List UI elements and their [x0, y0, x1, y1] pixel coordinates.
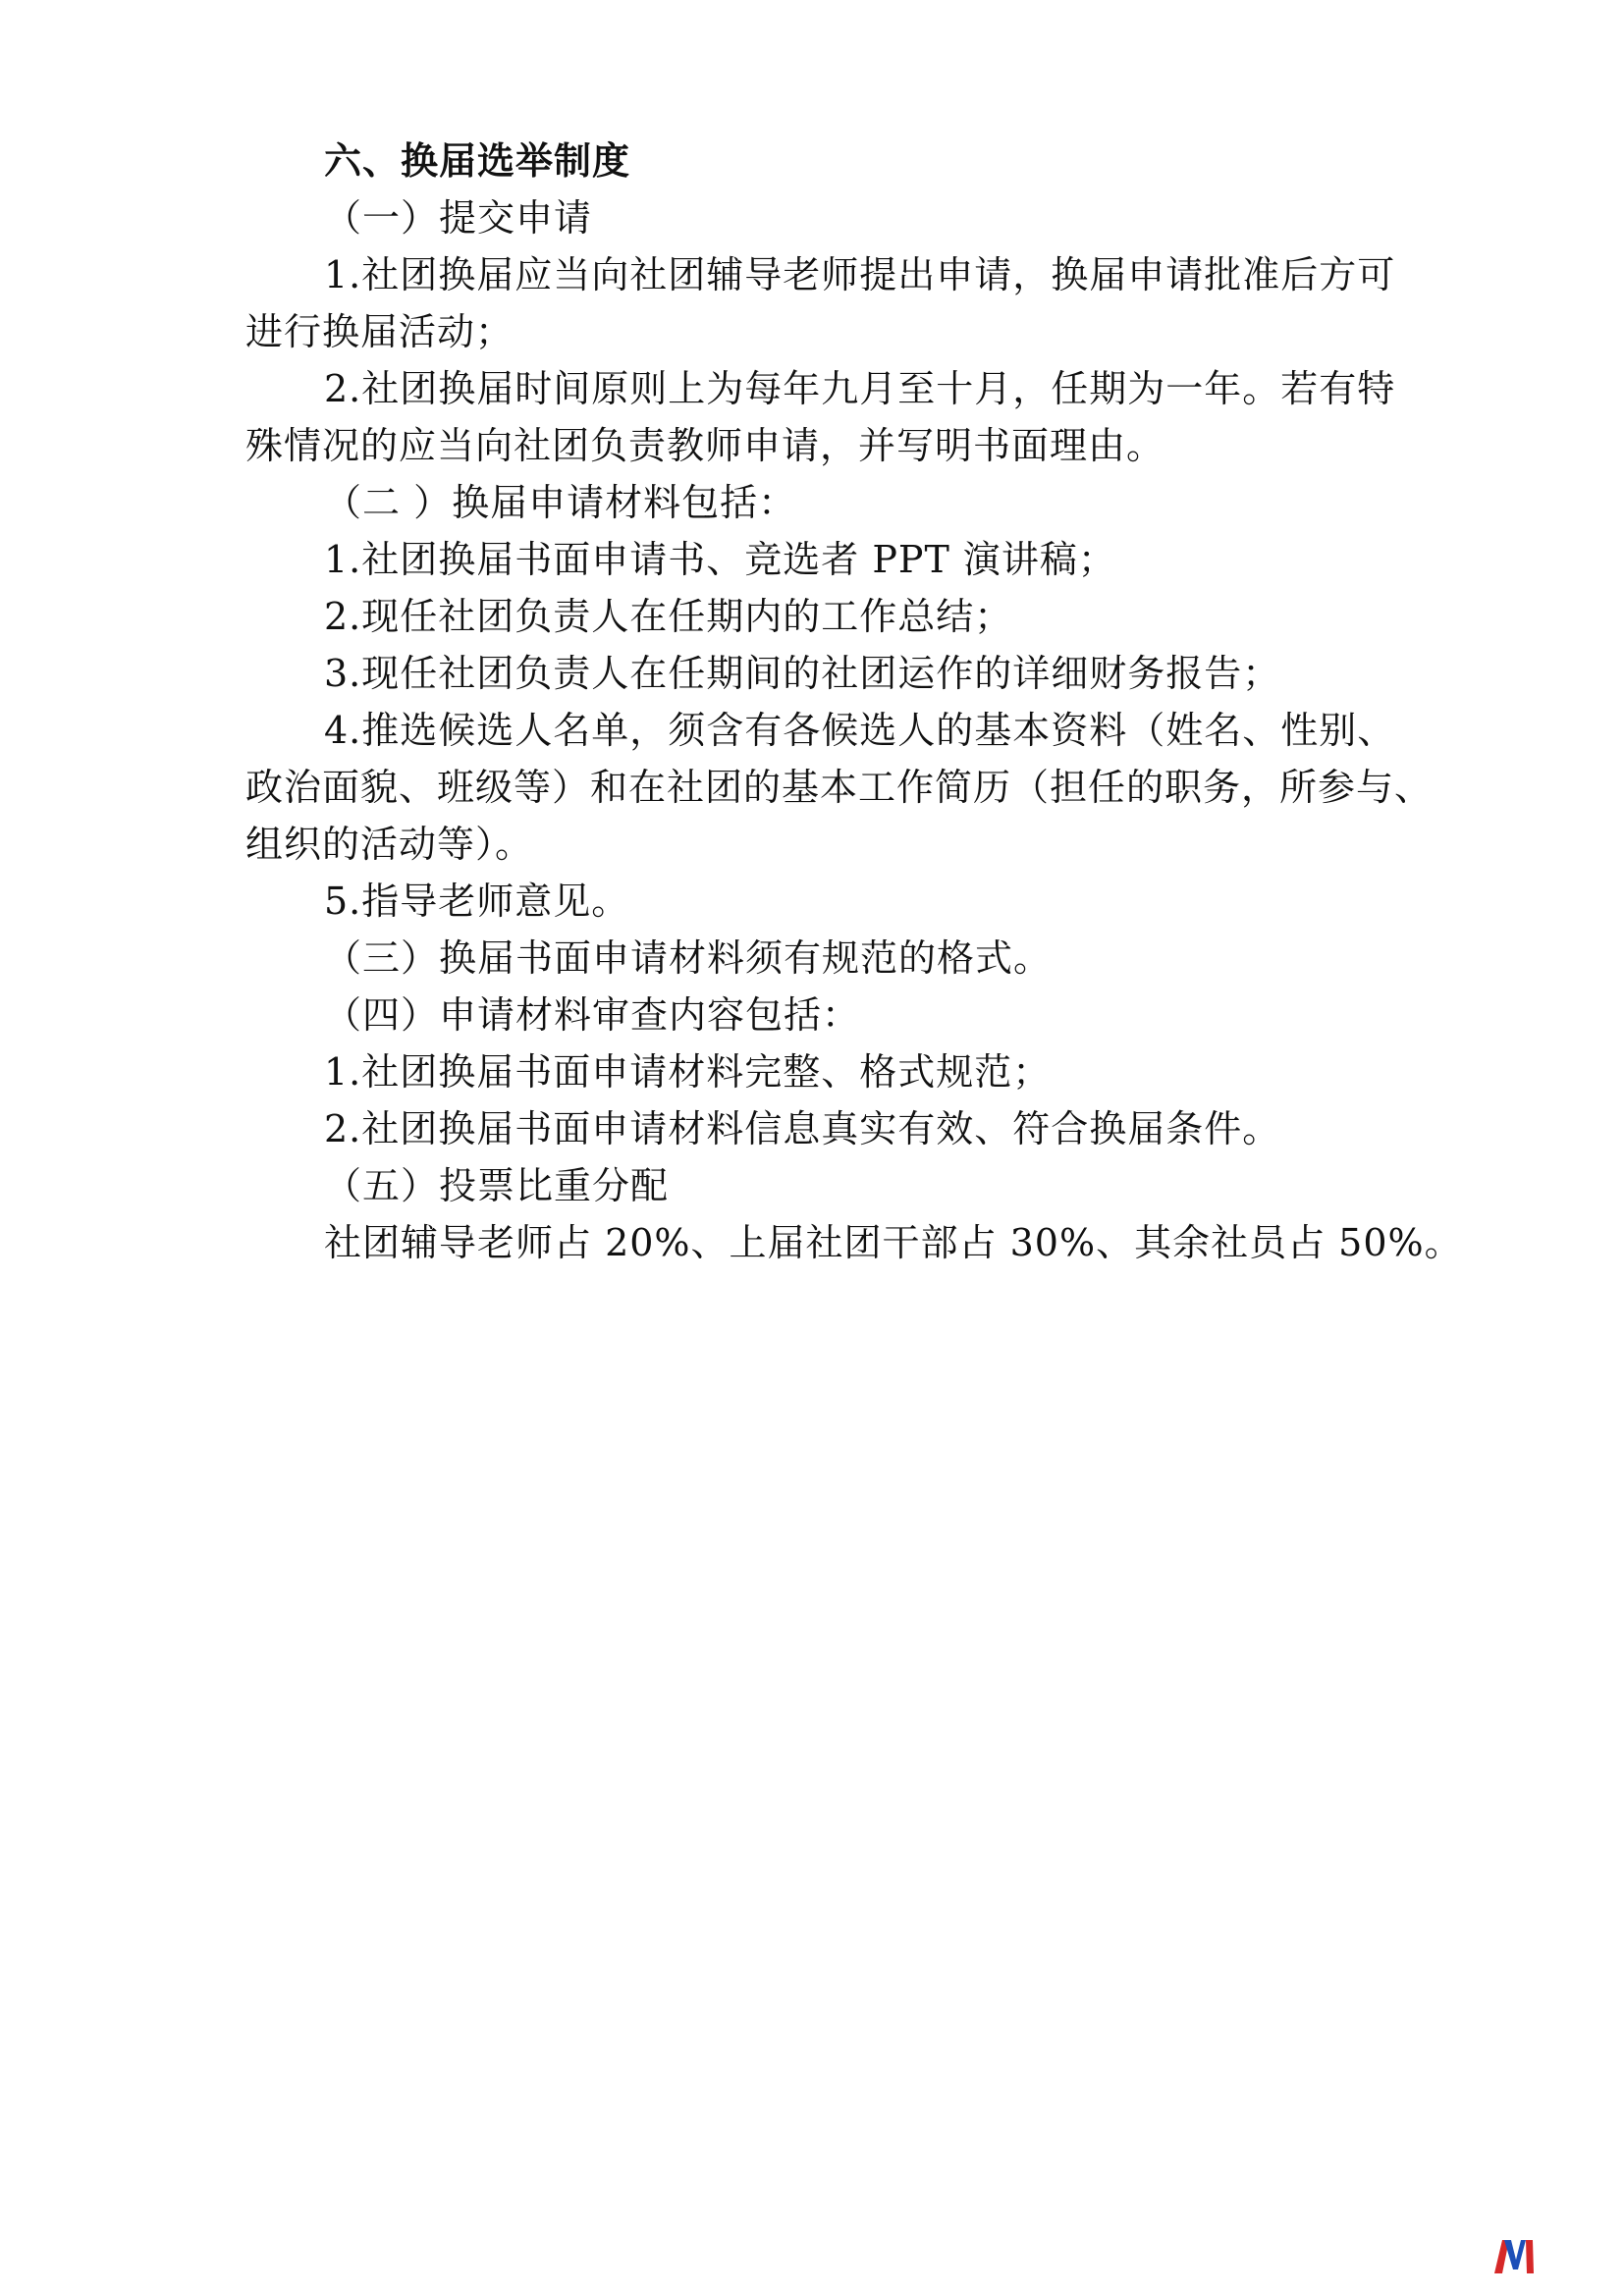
- m-logo-icon: [1492, 2236, 1536, 2275]
- sub2-item4-line1: 4.推选候选人名单，须含有各候选人的基本资料（姓名、性别、: [324, 709, 1396, 752]
- sub5-text: 社团辅导老师占 20%、上届社团干部占 30%、其余社员占 50%。: [324, 1221, 1463, 1264]
- sub1-title: （一）提交申请: [324, 196, 593, 240]
- sub2-item4-line2: 政治面貌、班级等）和在社团的基本工作简历（担任的职务，所参与、: [245, 766, 1434, 809]
- sub1-item1-line1: 1.社团换届应当向社团辅导老师提出申请，换届申请批准后方可: [324, 253, 1396, 296]
- sub2-item5: 5.指导老师意见。: [324, 880, 630, 923]
- sub3-title: （三）换届书面申请材料须有规范的格式。: [324, 936, 1053, 980]
- sub1-item1-line2: 进行换届活动；: [245, 310, 514, 353]
- sub2-title: （二 ）换届申请材料包括：: [324, 481, 797, 524]
- sub2-item4-line3: 组织的活动等）。: [245, 823, 534, 866]
- logo-middle-stroke: [1504, 2240, 1526, 2269]
- sub4-item2: 2.社团换届书面申请材料信息真实有效、符合换届条件。: [324, 1107, 1281, 1150]
- sub1-item2-line1: 2.社团换届时间原则上为每年九月至十月，任期为一年。若有特: [324, 367, 1396, 410]
- sub2-item3: 3.现任社团负责人在任期间的社团运作的详细财务报告；: [324, 652, 1281, 695]
- section-title: 六、换届选举制度: [324, 139, 631, 183]
- logo-right-stroke: [1526, 2240, 1534, 2273]
- sub2-item2: 2.现任社团负责人在任期内的工作总结；: [324, 595, 1013, 638]
- sub5-title: （五）投票比重分配: [324, 1164, 670, 1207]
- sub1-item2-line2: 殊情况的应当向社团负责教师申请，并写明书面理由。: [245, 424, 1165, 467]
- sub4-title: （四）申请材料审查内容包括：: [324, 993, 861, 1037]
- sub2-item1: 1.社团换届书面申请书、竞选者 PPT 演讲稿；: [324, 538, 1116, 581]
- sub4-item1: 1.社团换届书面申请材料完整、格式规范；: [324, 1050, 1052, 1094]
